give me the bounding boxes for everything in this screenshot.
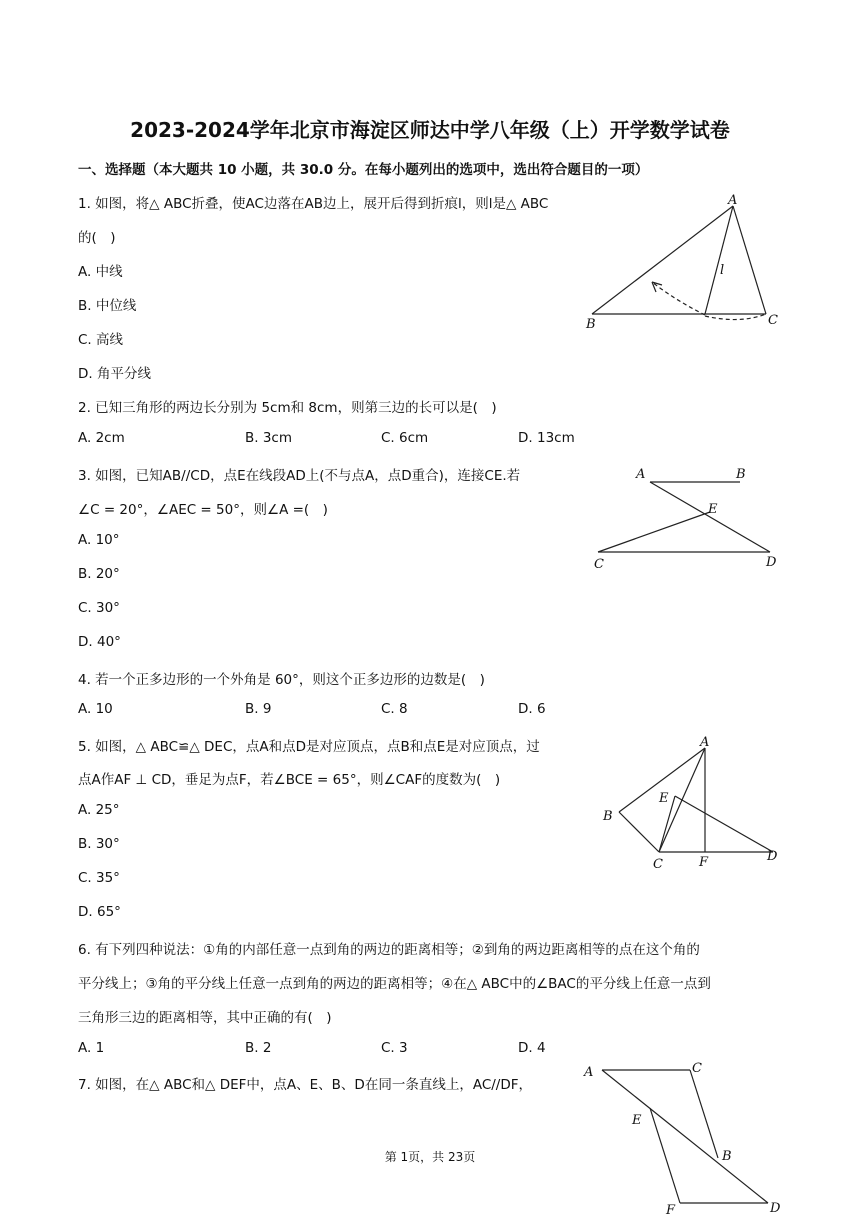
q6-stem-line3: 三角形三边的距离相等，其中正确的有( ) <box>78 1010 332 1026</box>
q1-option-b: B. 中位线 <box>78 298 137 314</box>
q3-option-d: D. 40° <box>78 634 121 650</box>
q7-label-e: E <box>632 1113 642 1128</box>
q5-stem-line2: 点A作AF ⊥ CD，垂足为点F，若∠BCE = 65°，则∠CAF的度数为( ) <box>78 772 501 788</box>
q1-option-c: C. 高线 <box>78 332 124 348</box>
q5-label-d: D <box>767 849 778 864</box>
q3-label-b: B <box>736 467 746 482</box>
q1-stem-line2: 的( ) <box>78 230 116 246</box>
q3-stem-line1: 3. 如图，已知AB//CD，点E在线段AD上(不与点A，点D重合)，连接CE.若 <box>78 468 521 484</box>
q1-option-a: A. 中线 <box>78 264 123 280</box>
q3-option-b: B. 20° <box>78 566 120 582</box>
q3-label-a: A <box>636 467 646 482</box>
q4-option-c: C. 8 <box>381 701 408 717</box>
q5-option-a: A. 25° <box>78 802 120 818</box>
q6-option-c: C. 3 <box>381 1040 408 1056</box>
q3-label-e: E <box>708 502 718 517</box>
q1-label-l: l <box>720 263 725 278</box>
q5-label-c: C <box>653 857 663 872</box>
q4-option-b: B. 9 <box>245 701 272 717</box>
q2-option-d: D. 13cm <box>518 430 575 446</box>
q7-figure <box>578 1058 793 1216</box>
q1-stem-line1: 1. 如图，将△ ABC折叠，使AC边落在AB边上，展开后得到折痕l，则l是△ ABC <box>78 196 549 212</box>
q1-label-a: A <box>728 193 738 208</box>
q6-option-a: A. 1 <box>78 1040 105 1056</box>
q5-option-b: B. 30° <box>78 836 120 852</box>
page-title: 2023-2024学年北京市海淀区师达中学八年级（上）开学数学试卷 <box>130 118 730 142</box>
q6-option-d: D. 4 <box>518 1040 546 1056</box>
q2-option-a: A. 2cm <box>78 430 125 446</box>
q6-stem-line2: 平分线上；③角的平分线上任意一点到角的两边的距离相等；④在△ ABC中的∠BAC的平分线上任意一点到 <box>78 976 711 992</box>
q5-label-f: F <box>699 855 709 870</box>
q5-option-c: C. 35° <box>78 870 120 886</box>
q2-stem: 2. 已知三角形的两边长分别为 5cm和 8cm，则第三边的长可以是( ) <box>78 400 497 416</box>
q1-label-b: B <box>586 317 596 332</box>
q1-figure <box>580 190 790 335</box>
q5-figure <box>595 728 795 873</box>
section-heading: 一、选择题（本大题共 10 小题，共 30.0 分。在每小题列出的选项中，选出符合题目的一项） <box>78 162 649 178</box>
q7-label-b: B <box>722 1149 732 1164</box>
q2-option-c: C. 6cm <box>381 430 429 446</box>
q3-option-c: C. 30° <box>78 600 120 616</box>
q6-option-b: B. 2 <box>245 1040 272 1056</box>
q5-label-e: E <box>659 791 669 806</box>
q3-label-c: C <box>594 557 604 572</box>
q5-label-b: B <box>603 809 613 824</box>
q5-option-d: D. 65° <box>78 904 121 920</box>
q5-label-a: A <box>700 735 710 750</box>
q7-label-c: C <box>692 1061 702 1076</box>
q1-option-d: D. 角平分线 <box>78 366 151 382</box>
q6-stem-line1: 6. 有下列四种说法：①角的内部任意一点到角的两边的距离相等；②到角的两边距离相等的点在这个角的 <box>78 942 700 958</box>
q7-label-a: A <box>584 1065 594 1080</box>
q3-figure <box>590 460 790 575</box>
q7-label-d: D <box>770 1201 781 1216</box>
q3-stem-line2: ∠C = 20°，∠AEC = 50°，则∠A =( ) <box>78 502 328 518</box>
q7-stem: 7. 如图，在△ ABC和△ DEF中，点A、E、B、D在同一条直线上，AC//DF， <box>78 1077 532 1093</box>
q3-label-d: D <box>766 555 777 570</box>
q4-option-a: A. 10 <box>78 701 113 717</box>
q2-option-b: B. 3cm <box>245 430 293 446</box>
q3-option-a: A. 10° <box>78 532 120 548</box>
q5-stem-line1: 5. 如图，△ ABC≌△ DEC，点A和点D是对应顶点，点B和点E是对应顶点，过 <box>78 739 540 755</box>
q7-label-f: F <box>666 1203 676 1216</box>
q1-label-c: C <box>768 313 778 328</box>
q4-stem: 4. 若一个正多边形的一个外角是 60°，则这个正多边形的边数是( ) <box>78 672 485 688</box>
page-footer: 第 1页，共 23页 <box>384 1150 476 1164</box>
q4-option-d: D. 6 <box>518 701 546 717</box>
